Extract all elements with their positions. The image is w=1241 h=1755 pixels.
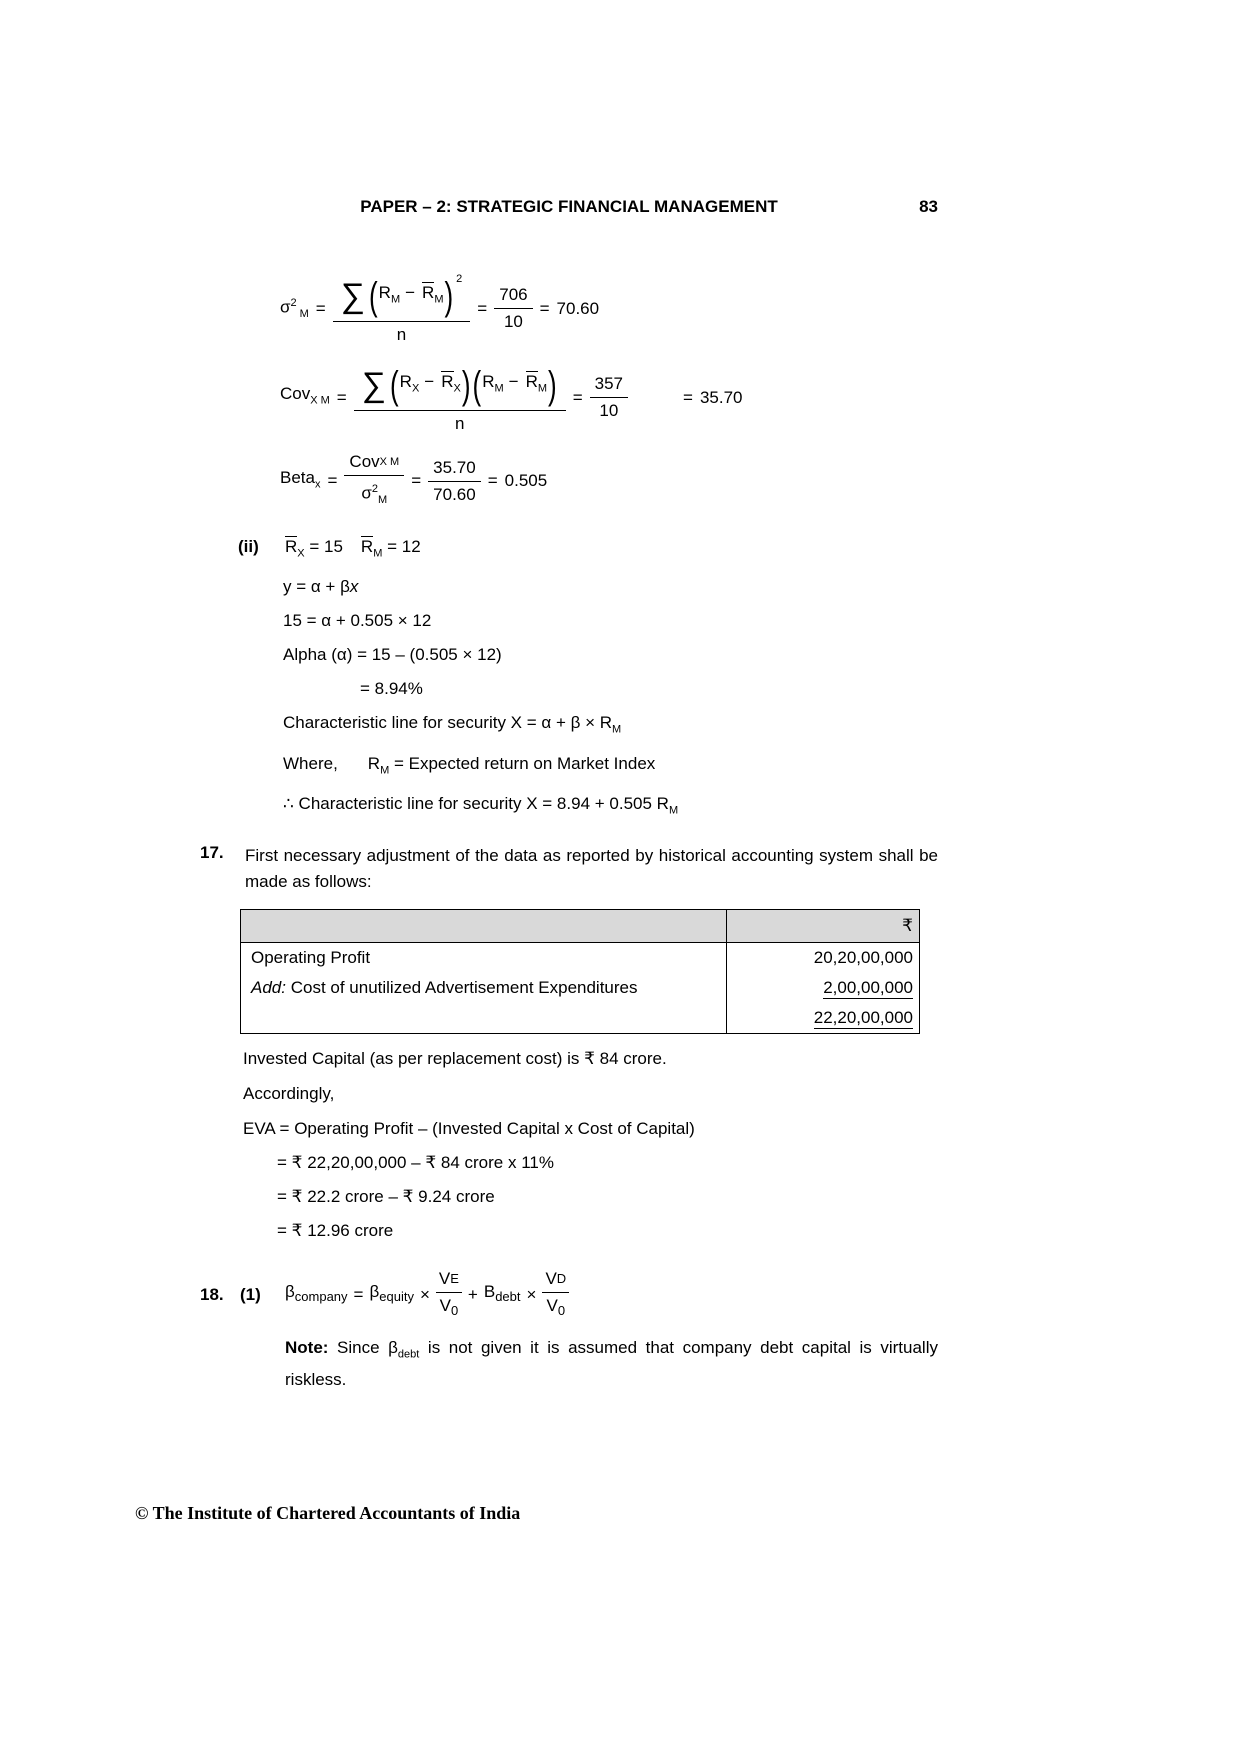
page-title: PAPER – 2: STRATEGIC FINANCIAL MANAGEMENT [360, 197, 778, 216]
mean-return-symbol: R [422, 282, 435, 302]
sigma-subscript: M [378, 494, 388, 507]
equals-sign: = [315, 298, 326, 318]
sigma-subscript: M [299, 308, 309, 321]
eva-step-3: = ₹ 12.96 crore [277, 1220, 394, 1240]
therefore-text: ∴ Characteristic line for security X = 8.94 + 0.505 R [283, 794, 669, 814]
beta-formula [280, 452, 1241, 510]
equals-sign: = [487, 471, 498, 491]
adjustment-table [240, 909, 920, 1034]
minus-sign: − [508, 371, 519, 391]
row-value [727, 1003, 920, 1034]
regression-equation-line [283, 577, 1241, 597]
variance-result: 70.60 [556, 298, 600, 318]
r-symbol: R [367, 753, 381, 773]
equals-sign: = [683, 387, 693, 407]
item-17-text: First necessary adjustment of the data as reported by historical accounting system shall be made as follows: [245, 845, 938, 891]
therefore-line [283, 794, 1241, 820]
eva-step-2: = ₹ 22.2 crore – ₹ 9.24 crore [277, 1186, 495, 1206]
variance-formula [280, 272, 1241, 345]
where-line [283, 754, 1241, 780]
x-variable: x [349, 577, 359, 597]
row-label-text: Cost of unutilized Advertisement Expenditures [285, 977, 638, 997]
table-row [241, 1003, 920, 1034]
covariance-value-fraction [590, 374, 628, 421]
beta-debt-inline [388, 1337, 420, 1360]
beta-equity-term [369, 1282, 413, 1307]
mean-return-subscript: M [434, 293, 444, 306]
covariance-denominator: n [454, 414, 465, 433]
equals-sign: = [411, 471, 422, 491]
denominator-value: 10 [599, 401, 619, 420]
item-17-number: 17. [200, 842, 224, 862]
part-ii-label: (ii) [238, 537, 259, 557]
accordingly-line: Accordingly, [243, 1083, 335, 1103]
debt-ratio-denominator [547, 1293, 566, 1321]
sigma-exponent: 2 [290, 296, 297, 309]
alpha-result-line: = 8.94% [360, 679, 423, 699]
covariance-result: 35.70 [699, 387, 743, 407]
beta-symbol: β [369, 1282, 380, 1302]
item-18-number: 18. [200, 1284, 224, 1304]
item-18 [200, 1269, 1241, 1321]
mean-return-subscript: M [537, 382, 548, 395]
page-number: 83 [919, 197, 938, 216]
rm-subscript: M [612, 723, 622, 736]
v-symbol: V [545, 1268, 557, 1288]
header-label-cell [241, 909, 727, 942]
item-17 [200, 843, 938, 895]
alpha-line: Alpha (α) = 15 – (0.505 × 12) [283, 645, 502, 665]
equals-sign: = [353, 1284, 364, 1304]
denominator-value: 10 [503, 312, 523, 331]
beta-lhs [280, 468, 320, 494]
cov-subscript: X M [310, 394, 330, 407]
sigma-symbol: σ [361, 483, 372, 503]
mean-return-m: R [360, 537, 374, 557]
beta-ratio-numerator [344, 452, 404, 476]
deviation-expression [379, 282, 444, 309]
cov-symbol: Cov [349, 452, 380, 471]
eva-step-1: = ₹ 22,20,00,000 – ₹ 84 crore x 11% [277, 1152, 554, 1172]
open-paren: ( [472, 362, 482, 407]
debt-subscript: debt [495, 1289, 521, 1305]
zero-subscript: 0 [450, 1302, 459, 1318]
note-paragraph [285, 1335, 938, 1393]
mean-returns-line [283, 536, 421, 563]
numerator-value: 706 [494, 285, 532, 309]
mean-return-m-value: = 12 [387, 537, 421, 557]
e-subscript: E [450, 1270, 459, 1286]
part-ii-row [238, 536, 1241, 563]
beta-symbol: β [388, 1337, 398, 1357]
return-subscript: X [411, 382, 420, 395]
numerator-value: 35.70 [428, 458, 481, 482]
equals-sign: = [539, 298, 550, 318]
mean-return-m-subscript: M [373, 547, 383, 560]
table-row [241, 942, 920, 973]
summation-symbol: ∑ [361, 365, 386, 404]
deviation-expression-m [482, 371, 547, 398]
equity-ratio-fraction [436, 1269, 462, 1321]
times-sign: × [526, 1284, 537, 1304]
beta-result: 0.505 [504, 471, 548, 491]
mean-return-x-subscript: X [297, 547, 305, 560]
covariance-fraction [354, 361, 566, 434]
debt-subscript: debt [397, 1348, 420, 1360]
equity-ratio-numerator [436, 1269, 462, 1293]
row-label: Operating Profit [251, 947, 371, 967]
where-definition: = Expected return on Market Index [393, 753, 656, 773]
v-symbol: V [546, 1295, 558, 1315]
beta-subscript: x [314, 478, 321, 491]
return-symbol: R [482, 371, 495, 391]
mean-return-symbol: R [441, 371, 454, 391]
variance-value-fraction [494, 285, 532, 332]
copyright-footer: © The Institute of Chartered Accountants of India [135, 1503, 521, 1523]
beta-symbol: β [285, 1282, 295, 1302]
characteristic-line-text: Characteristic line for security X = α + β × R [283, 713, 613, 733]
equals-sign: = [336, 387, 347, 407]
beta-value-fraction [428, 458, 481, 505]
return-subscript: M [390, 293, 401, 306]
equals-sign: = [477, 298, 488, 318]
plus-sign: + [467, 1284, 478, 1304]
note-label: Note: [285, 1337, 329, 1357]
minus-sign: − [424, 371, 435, 391]
row-label [241, 1003, 727, 1034]
cov-symbol: Cov [280, 384, 311, 404]
page-header [200, 197, 938, 217]
beta-company-term [285, 1282, 348, 1307]
mean-return-subscript: X [453, 382, 461, 395]
beta-debt-term [484, 1282, 521, 1307]
return-symbol: R [378, 282, 391, 302]
deviation-expression-x [400, 371, 461, 398]
v-symbol: V [439, 1295, 451, 1315]
mean-return-symbol: R [525, 371, 538, 391]
equals-sign: = [572, 387, 583, 407]
cov-subscript: X M [379, 456, 400, 468]
rm-term [367, 753, 390, 777]
table-row [241, 973, 920, 1003]
note-text-pre: Since [337, 1337, 380, 1357]
add-prefix: Add: [251, 977, 286, 997]
item-18-part: (1) [240, 1284, 261, 1304]
rm-subscript: M [380, 764, 390, 777]
open-paren: ( [389, 362, 399, 407]
v-symbol: V [438, 1268, 451, 1288]
equity-subscript: equity [379, 1289, 414, 1305]
variance-denominator: n [396, 325, 407, 344]
equity-ratio-denominator [440, 1293, 459, 1321]
close-paren: ) [461, 362, 471, 407]
zero-subscript: 0 [557, 1302, 566, 1318]
note-text-post: is not given it is assumed that company debt capital is virtually riskless. [285, 1337, 938, 1389]
rm-subscript: M [668, 804, 679, 817]
variance-lhs [280, 293, 309, 324]
underlined-value: 2,00,00,000 [823, 977, 913, 997]
covariance-formula [280, 361, 1241, 434]
close-paren: ) [444, 273, 454, 318]
row-label [241, 973, 727, 1003]
mean-return-x: R [285, 537, 298, 557]
invested-capital-line: Invested Capital (as per replacement cost) is ₹ 84 crore. [243, 1048, 667, 1068]
square-exponent: 2 [456, 272, 463, 285]
beta-ratio-denominator [361, 476, 387, 510]
summation-symbol: ∑ [340, 276, 365, 315]
numerator-value: 357 [590, 374, 628, 398]
table-header [241, 909, 920, 942]
covariance-lhs [280, 384, 330, 410]
covariance-numerator [354, 361, 566, 411]
substitution-line: 15 = α + 0.505 × 12 [283, 611, 432, 631]
sigma-symbol: σ [280, 297, 291, 317]
return-subscript: M [494, 382, 504, 395]
denominator-value: 70.60 [433, 484, 476, 504]
beta-ratio-fraction [344, 452, 404, 510]
b-symbol: B [483, 1282, 496, 1302]
variance-numerator [333, 272, 471, 322]
row-value [727, 973, 920, 1003]
mean-return-x-value: = 15 [309, 537, 343, 557]
minus-sign: − [405, 282, 416, 302]
company-subscript: company [294, 1289, 348, 1305]
where-label: Where, [283, 753, 338, 773]
characteristic-line [283, 713, 1241, 739]
beta-symbol: Beta [280, 467, 315, 487]
row-value: 20,20,00,000 [727, 942, 920, 973]
times-sign: × [419, 1284, 430, 1304]
close-paren: ) [548, 362, 557, 407]
equals-sign: = [327, 471, 338, 491]
variance-fraction [333, 272, 471, 345]
debt-ratio-numerator [542, 1269, 569, 1293]
open-paren: ( [368, 273, 378, 318]
debt-ratio-fraction [542, 1269, 569, 1321]
underlined-total: 22,20,00,000 [813, 1007, 913, 1027]
return-symbol: R [399, 371, 412, 391]
regression-equation: y = α + β [283, 577, 350, 597]
eva-formula-line: EVA = Operating Profit – (Invested Capital x Cost of Capital) [243, 1118, 695, 1138]
d-subscript: D [556, 1270, 567, 1286]
table-header-row [241, 909, 920, 942]
sigma-exponent: 2 [371, 483, 379, 495]
header-currency-cell: ₹ [727, 909, 920, 942]
